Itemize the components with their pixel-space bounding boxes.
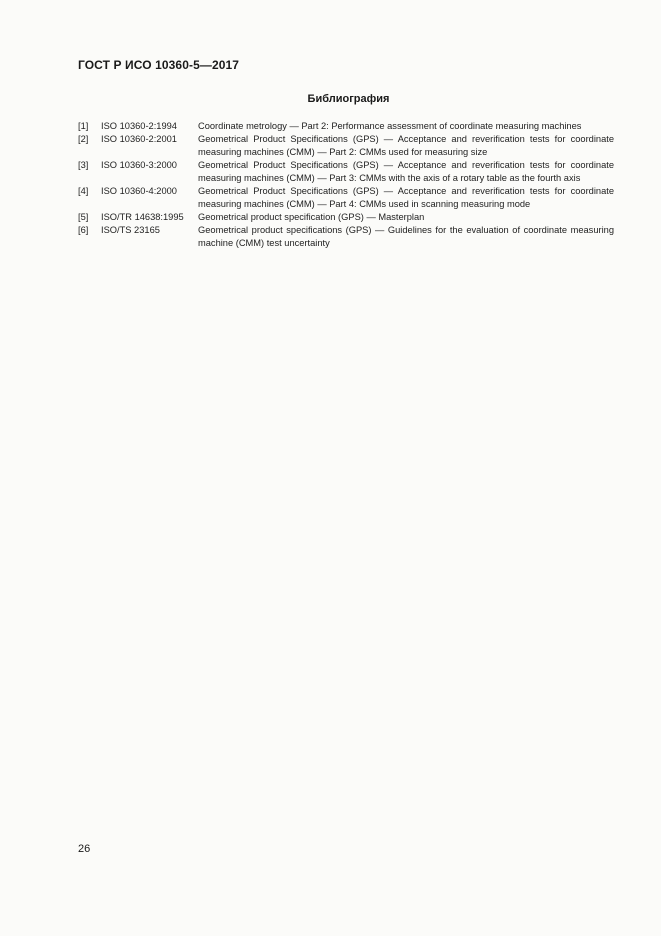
document-header: ГОСТ Р ИСО 10360-5—2017: [78, 58, 240, 72]
entry-title: Geometrical Product Specifications (GPS) — Acceptance and reverification tests for coordinate measuring machines (CMM) — Part 2: CMMs used for measuring size: [198, 134, 614, 157]
entry-number: [1]: [78, 121, 89, 131]
bibliography-entry: [78, 224, 614, 249]
bibliography-entry: [78, 185, 614, 210]
bibliography-entry: [78, 211, 614, 224]
page-number: 26: [78, 843, 91, 855]
entry-number: [2]: [78, 134, 89, 145]
entry-number: [5]: [78, 211, 89, 222]
bibliography-entry: [78, 120, 614, 133]
entry-number: [3]: [78, 160, 89, 171]
entry-title: Geometrical Product Specifications (GPS) — Acceptance and reverification tests for coordinate measuring machines (CMM) — Part 3: CMMs with the axis of a rotary table as the fourth axis: [198, 160, 614, 183]
entry-document-id: ISO 10360-4:2000: [101, 186, 177, 197]
bibliography-entry: [78, 133, 614, 158]
entry-document-id: ISO 10360-2:2001: [101, 134, 177, 145]
entry-document-id: ISO/TR 14638:1995: [101, 211, 184, 222]
entry-title: Coordinate metrology — Part 2: Performance assessment of coordinate measuring machines: [198, 121, 582, 131]
entry-title: Geometrical product specification (GPS) — Masterplan: [198, 211, 425, 222]
bibliography-entry: [78, 159, 614, 184]
entry-document-id: ISO/TS 23165: [101, 225, 160, 236]
entry-document-id: ISO 10360-3:2000: [101, 160, 177, 171]
entry-title: Geometrical Product Specifications (GPS) — Acceptance and reverification tests for coordinate measuring machines (CMM) — Part 4: CMMs used in scanning measuring mode: [198, 186, 614, 209]
entry-number: [4]: [78, 186, 89, 197]
bibliography-title: Библиография: [307, 93, 390, 105]
entry-title: Geometrical product specifications (GPS) — Guidelines for the evaluation of coordinate measuring machine (CMM) test uncertainty: [198, 225, 614, 248]
entry-document-id: ISO 10360-2:1994: [101, 121, 177, 131]
bibliography-list: [78, 120, 614, 250]
entry-number: [6]: [78, 225, 89, 236]
